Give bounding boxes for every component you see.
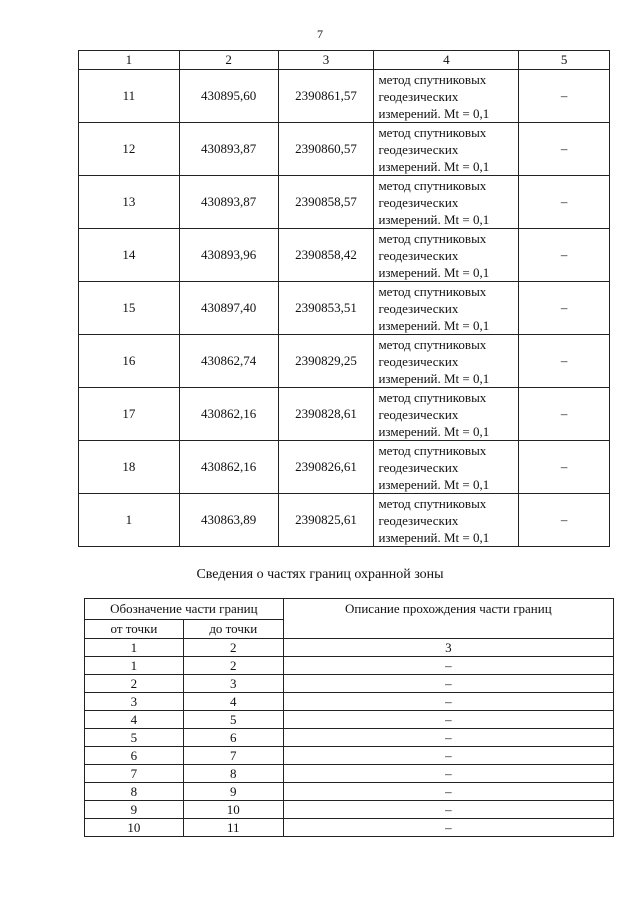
from-point-cell: 1 (85, 639, 184, 657)
from-point-cell: 8 (85, 783, 184, 801)
method-cell (374, 229, 519, 282)
to-point-cell: 10 (183, 801, 283, 819)
boundary-part-row (85, 801, 614, 819)
method-line: метод спутниковых (378, 495, 487, 511)
to-point-cell: 6 (183, 729, 283, 747)
coordinate-row (79, 441, 610, 494)
to-point-cell: 2 (183, 657, 283, 675)
column-number-header: 2 (179, 51, 278, 70)
point-number-cell: 15 (79, 282, 180, 335)
method-cell (374, 176, 519, 229)
method-cell (374, 123, 519, 176)
point-number-cell: 16 (79, 335, 180, 388)
description-cell: – (283, 693, 613, 711)
description-cell: – (283, 819, 613, 837)
note-cell: – (519, 123, 610, 176)
coordinates-table (78, 50, 610, 547)
coordinate-row (79, 388, 610, 441)
coordinate-row (79, 229, 610, 282)
method-line: измерений. Mt = 0,1 (378, 158, 490, 174)
method-line: геодезических (378, 512, 459, 528)
description-cell: – (283, 801, 613, 819)
coordinate-row (79, 123, 610, 176)
method-cell (374, 335, 519, 388)
y-coordinate-cell: 2390825,61 (278, 494, 374, 547)
method-line: метод спутниковых (378, 389, 487, 405)
to-point-cell: 2 (183, 639, 283, 657)
from-point-cell: 6 (85, 747, 184, 765)
method-line: измерений. Mt = 0,1 (378, 476, 490, 492)
y-coordinate-cell: 2390858,42 (278, 229, 374, 282)
method-line: геодезических (378, 459, 459, 475)
x-coordinate-cell: 430862,74 (179, 335, 278, 388)
method-cell (374, 282, 519, 335)
description-cell: – (283, 675, 613, 693)
y-coordinate-cell: 2390861,57 (278, 70, 374, 123)
note-cell: – (519, 229, 610, 282)
from-point-cell: 1 (85, 657, 184, 675)
coordinate-row (79, 494, 610, 547)
column-number-header: 3 (278, 51, 374, 70)
x-coordinate-cell: 430895,60 (179, 70, 278, 123)
method-line: геодезических (378, 247, 459, 263)
point-number-cell: 14 (79, 229, 180, 282)
description-cell: – (283, 729, 613, 747)
from-point-cell: 3 (85, 693, 184, 711)
method-cell (374, 70, 519, 123)
boundary-part-row (85, 819, 614, 837)
boundary-part-row (85, 693, 614, 711)
y-coordinate-cell: 2390829,25 (278, 335, 374, 388)
to-point-cell: 3 (183, 675, 283, 693)
method-line: измерений. Mt = 0,1 (378, 317, 490, 333)
boundary-part-description-header: Описание прохождения части границ (283, 599, 613, 639)
column-number-header: 1 (79, 51, 180, 70)
x-coordinate-cell: 430893,87 (179, 123, 278, 176)
from-point-cell: 10 (85, 819, 184, 837)
column-number-header: 5 (519, 51, 610, 70)
method-line: измерений. Mt = 0,1 (378, 529, 490, 545)
to-point-cell: 7 (183, 747, 283, 765)
from-point-cell: 4 (85, 711, 184, 729)
boundary-part-row (85, 711, 614, 729)
parts-header-row (85, 599, 614, 620)
description-cell: – (283, 657, 613, 675)
boundary-part-designation-header: Обозначение части границ (85, 599, 284, 620)
method-line: измерений. Mt = 0,1 (378, 370, 490, 386)
to-point-cell: 11 (183, 819, 283, 837)
boundary-part-row (85, 639, 614, 657)
x-coordinate-cell: 430862,16 (179, 388, 278, 441)
method-line: геодезических (378, 406, 459, 422)
method-line: метод спутниковых (378, 283, 487, 299)
note-cell: – (519, 70, 610, 123)
method-line: геодезических (378, 141, 459, 157)
point-number-cell: 17 (79, 388, 180, 441)
note-cell: – (519, 388, 610, 441)
from-point-header: от точки (85, 620, 184, 639)
point-number-cell: 1 (79, 494, 180, 547)
method-line: измерений. Mt = 0,1 (378, 423, 490, 439)
method-line: геодезических (378, 194, 459, 210)
point-number-cell: 12 (79, 123, 180, 176)
boundary-part-row (85, 765, 614, 783)
boundary-part-row (85, 675, 614, 693)
from-point-cell: 2 (85, 675, 184, 693)
note-cell: – (519, 282, 610, 335)
method-line: геодезических (378, 88, 459, 104)
description-cell: – (283, 747, 613, 765)
point-number-cell: 11 (79, 70, 180, 123)
description-cell: – (283, 783, 613, 801)
method-cell (374, 441, 519, 494)
method-cell (374, 494, 519, 547)
page-number: 7 (317, 27, 323, 41)
note-cell: – (519, 176, 610, 229)
method-line: метод спутниковых (378, 177, 487, 193)
description-cell: – (283, 711, 613, 729)
note-cell: – (519, 494, 610, 547)
from-point-cell: 9 (85, 801, 184, 819)
x-coordinate-cell: 430862,16 (179, 441, 278, 494)
boundary-part-row (85, 729, 614, 747)
method-line: измерений. Mt = 0,1 (378, 211, 490, 227)
description-cell: – (283, 765, 613, 783)
description-cell: 3 (283, 639, 613, 657)
coordinate-row (79, 70, 610, 123)
note-cell: – (519, 335, 610, 388)
coordinates-header-row (79, 51, 610, 70)
column-number-header: 4 (374, 51, 519, 70)
to-point-cell: 8 (183, 765, 283, 783)
method-line: геодезических (378, 300, 459, 316)
section-title: Сведения о частях границ охранной зоны (196, 567, 444, 582)
y-coordinate-cell: 2390828,61 (278, 388, 374, 441)
boundary-part-row (85, 783, 614, 801)
method-line: измерений. Mt = 0,1 (378, 264, 490, 280)
y-coordinate-cell: 2390853,51 (278, 282, 374, 335)
note-cell: – (519, 441, 610, 494)
coordinate-row (79, 176, 610, 229)
method-line: метод спутниковых (378, 71, 487, 87)
from-point-cell: 7 (85, 765, 184, 783)
from-point-cell: 5 (85, 729, 184, 747)
x-coordinate-cell: 430863,89 (179, 494, 278, 547)
point-number-cell: 18 (79, 441, 180, 494)
y-coordinate-cell: 2390860,57 (278, 123, 374, 176)
boundary-parts-table (84, 598, 614, 837)
y-coordinate-cell: 2390826,61 (278, 441, 374, 494)
to-point-header: до точки (183, 620, 283, 639)
to-point-cell: 9 (183, 783, 283, 801)
x-coordinate-cell: 430893,87 (179, 176, 278, 229)
x-coordinate-cell: 430893,96 (179, 229, 278, 282)
point-number-cell: 13 (79, 176, 180, 229)
y-coordinate-cell: 2390858,57 (278, 176, 374, 229)
to-point-cell: 4 (183, 693, 283, 711)
method-cell (374, 388, 519, 441)
method-line: метод спутниковых (378, 230, 487, 246)
method-line: метод спутниковых (378, 336, 487, 352)
coordinate-row (79, 282, 610, 335)
to-point-cell: 5 (183, 711, 283, 729)
x-coordinate-cell: 430897,40 (179, 282, 278, 335)
method-line: геодезических (378, 353, 459, 369)
boundary-part-row (85, 747, 614, 765)
method-line: измерений. Mt = 0,1 (378, 105, 490, 121)
method-line: метод спутниковых (378, 124, 487, 140)
boundary-part-row (85, 657, 614, 675)
method-line: метод спутниковых (378, 442, 487, 458)
coordinate-row (79, 335, 610, 388)
